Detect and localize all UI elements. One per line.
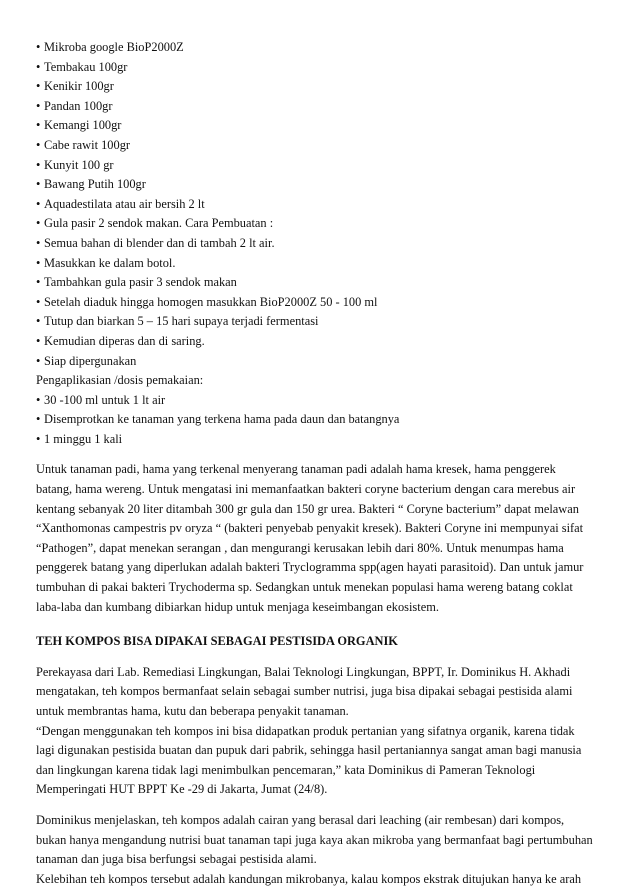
usage-heading: Pengaplikasian /dosis pemakaian: (36, 373, 204, 388)
list-item: • Tembakau 100gr (36, 59, 128, 74)
list-item: • Tambahkan gula pasir 3 sendok makan (36, 275, 237, 290)
paragraph-compost-explain: Dominikus menjelaskan, teh kompos adalah cairan yang berasal dari leaching (air rembesan) dari kompos, bukan hanya mengandung nutrisi buat tanaman tapi juga kaya akan mikroba yang bermanfaat bagi pertumbuhan tanaman dan juga bisa berfungsi sebagai pestisida alami. Kelebihan teh kompos tersebut adalah kandungan mikrobanya, kalau kompos ekstrak ditujukan hanya ke arah (36, 812, 593, 886)
paragraph-rice-pests: Untuk tanaman padi, hama yang terkenal menyerang tanaman padi adalah hama kresek, hama penggerek batang, hama wereng. Untuk mengatasi ini memanfaatkan bakteri coryne bacterium dengan cara merebus air kentang sebanyak 20 liter ditambah 300 gr gula dan 150 gr urea. Bakteri “ Coryne bacterium” dapat melawan “Xanthomonas campestris pv oryza “ (bakteri penyebab penyakit kresek). Bakteri Coryne ini mempunyai sifat “Pathogen”, dapat menekan serangan , dan mengurangi kerusakan lebih dari 80%. Untuk menumpas hama penggerek batang yang diperlukan adalah bakteri Tryclogramma spp(agen hayati parasitoid). Dan untuk jamur tumbuhan di pakai bakteri Trychoderma sp. Sedangkan untuk menekan populasi hama wereng batang coklat laba-laba dan kumbang dibiarkan hidup untuk menjaga keseimbangan ekosistem. (36, 462, 584, 614)
paragraph-compost-intro: Perekayasa dari Lab. Remediasi Lingkungan, Balai Teknologi Lingkungan, BPPT, Ir. Dominikus H. Akhadi mengatakan, teh kompos bermanfaat selain sebagai sumber nutrisi, juga bisa dipakai sebagai pestisida alami untuk membrantas hama, kutu dan beberapa penyakit tanaman. “Dengan menggunakan teh kompos ini bisa didapatkan produk pertanian yang sifatnya organik, karena tidak lagi digunakan pestisida buatan dan pupuk dari pabrik, sehingga hasil pertaniannya sangat aman bagi manusia dan lingkungan karena tidak lagi menimbulkan pencemaran,” kata Dominikus di Pameran Teknologi Memperingati HUT BPPT Ke -29 di Jakarta, Jumat (24/8). (36, 664, 582, 797)
list-item: • Cabe rawit 100gr (36, 137, 131, 152)
list-item: • Aquadestilata atau air bersih 2 lt (36, 196, 205, 211)
list-item: • Masukkan ke dalam botol. (36, 255, 176, 270)
usage-list (36, 391, 608, 450)
list-item: • Setelah diaduk hingga homogen masukkan BioP2000Z 50 - 100 ml (36, 294, 378, 309)
list-item: • Kemudian diperas dan di saring. (36, 333, 205, 348)
list-item: • Bawang Putih 100gr (36, 177, 146, 192)
list-item: • Kenikir 100gr (36, 79, 114, 94)
list-item: • Mikroba google BioP2000Z (36, 40, 184, 54)
list-item: • Kemangi 100gr (36, 118, 122, 133)
list-item: • Kunyit 100 gr (36, 157, 114, 172)
list-item: • Disemprotkan ke tanaman yang terkena hama pada daun dan batangnya (36, 412, 400, 427)
list-item: • Pandan 100gr (36, 98, 113, 113)
section-heading: TEH KOMPOS BISA DIPAKAI SEBAGAI PESTISIDA ORGANIK (36, 634, 398, 649)
list-item: • 30 -100 ml untuk 1 lt air (36, 392, 166, 407)
list-item: • Siap dipergunakan (36, 353, 137, 368)
list-item: • 1 minggu 1 kali (36, 431, 123, 446)
list-item: • Gula pasir 2 sendok makan. Cara Pembuatan : (36, 216, 274, 231)
list-item: • Tutup dan biarkan 5 – 15 hari supaya terjadi fermentasi (36, 314, 319, 329)
ingredient-list (36, 38, 608, 371)
list-item: • Semua bahan di blender dan di tambah 2 lt air. (36, 235, 275, 250)
